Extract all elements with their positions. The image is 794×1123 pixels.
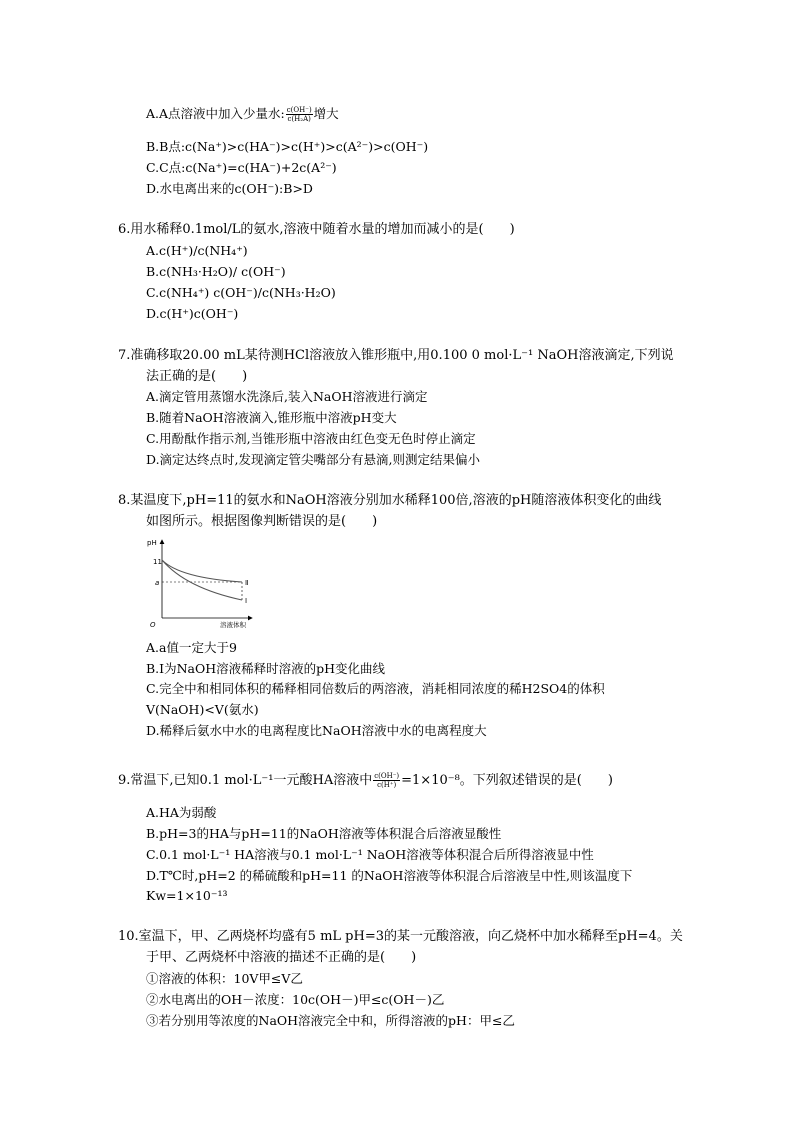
- q9-stem-fraction: [373, 772, 400, 789]
- q8-option-c-line1: C.完全中和相同体积的稀释相同倍数后的两溶液，消耗相同浓度的稀H2SO4的体积: [146, 681, 605, 696]
- q8-option-c-line2: V(NaOH)<V(氨水): [146, 702, 259, 717]
- fraction-numerator: c(OH⁻): [374, 772, 400, 780]
- q8-option-d: D.稀释后氨水中水的电离程度比NaOH溶液中水的电离程度大: [146, 723, 487, 738]
- q5-option-d: D.水电离出来的c(OH⁻):B>D: [146, 181, 313, 196]
- origin-label: O: [150, 621, 156, 628]
- curve-i-label: Ⅰ: [245, 597, 248, 605]
- q6-option-c: C.c(NH₄⁺) c(OH⁻)/c(NH₃·H₂O): [146, 285, 336, 300]
- q9-stem-suffix: =1×10⁻⁸。下列叙述错误的是( ): [401, 773, 613, 788]
- tick-11-label: 11: [153, 558, 162, 566]
- q8-option-b: B.Ⅰ为NaOH溶液稀释时溶液的pH变化曲线: [146, 661, 386, 676]
- q5-option-a-fraction: [286, 106, 313, 123]
- q7-option-b: B.随着NaOH溶液滴入,锥形瓶中溶液pH变大: [146, 410, 397, 425]
- q9-stem: [118, 772, 613, 789]
- q7-stem-line2: 法正确的是( ): [146, 369, 248, 384]
- q6-stem: 6.用水稀释0.1mol/L的氨水,溶液中随着水量的增加而减小的是( ): [118, 222, 515, 237]
- y-axis-label: pH: [147, 539, 157, 547]
- q5-option-b: B.B点:c(Na⁺)>c(HA⁻)>c(H⁺)>c(A²⁻)>c(OH⁻): [146, 139, 429, 154]
- q5-option-c: C.C点:c(Na⁺)=c(HA⁻)+2c(A²⁻): [146, 160, 337, 175]
- q9-stem-text: 9.常温下,已知0.1 mol·L⁻¹一元酸HA溶液中: [118, 773, 373, 788]
- q9-option-d-line1: D.T℃时,pH=2 的稀硫酸和pH=11 的NaOH溶液等体积混合后溶液呈中性,则该温度下: [146, 868, 633, 883]
- q7-option-c: C.用酚酞作指示剂,当锥形瓶中溶液由红色变无色时停止滴定: [146, 431, 476, 446]
- q9-option-c: C.0.1 mol·L⁻¹ HA溶液与0.1 mol·L⁻¹ NaOH溶液等体积混合后所得溶液显中性: [146, 847, 594, 862]
- q10-item-1: ①溶液的体积：10V甲≤V乙: [146, 971, 303, 986]
- fraction-denominator: c(H⁺): [377, 781, 397, 789]
- fraction-denominator: c(H₂A): [287, 115, 311, 123]
- q8-stem-line2: 如图所示。根据图像判断错误的是( ): [146, 514, 378, 529]
- q8-option-a: A.a值一定大于9: [146, 640, 237, 655]
- q8-ph-dilution-graph: [146, 536, 256, 628]
- q6-option-b: B.c(NH₃·H₂O)/ c(OH⁻): [146, 264, 286, 279]
- curve-ii-label: Ⅱ: [245, 579, 249, 587]
- q9-option-b: B.pH=3的HA与pH=11的NaOH溶液等体积混合后溶液显酸性: [146, 826, 502, 841]
- q9-option-a: A.HA为弱酸: [146, 805, 217, 820]
- q7-option-a: A.滴定管用蒸馏水洗涤后,装入NaOH溶液进行滴定: [146, 389, 428, 404]
- q6-option-a: A.c(H⁺)/c(NH₄⁺): [146, 243, 248, 258]
- q5-option-a-suffix: 增大: [313, 106, 339, 121]
- q6-option-d: D.c(H⁺)c(OH⁻): [146, 306, 239, 321]
- x-axis-label: 溶液体积: [220, 621, 246, 628]
- q8-stem-line1: 8.某温度下,pH=11的氨水和NaOH溶液分别加水稀释100倍,溶液的pH随溶液体积变化的曲线: [118, 493, 662, 508]
- q5-option-a: [146, 106, 339, 123]
- q5-option-a-text: A.A点溶液中加入少量水:: [146, 106, 285, 121]
- q7-option-d: D.滴定达终点时,发现滴定管尖嘴部分有悬滴,则测定结果偏小: [146, 452, 480, 467]
- q10-stem-line2: 于甲、乙两烧杯中溶液的描述不正确的是( ): [146, 950, 417, 965]
- tick-a-label: a: [155, 579, 160, 587]
- q10-item-2: ②水电离出的OH－浓度：10c(OH－)甲≤c(OH－)乙: [146, 992, 445, 1007]
- q9-option-d-line2: Kw=1×10⁻¹³: [146, 888, 228, 903]
- q10-item-3: ③若分别用等浓度的NaOH溶液完全中和，所得溶液的pH：甲≤乙: [146, 1013, 515, 1028]
- q7-stem-line1: 7.准确移取20.00 mL某待测HCl溶液放入锥形瓶中,用0.100 0 mol·L⁻¹ NaOH溶液滴定,下列说: [118, 348, 674, 363]
- fraction-numerator: c(OH⁻): [286, 106, 312, 114]
- q10-stem-line1: 10.室温下，甲、乙两烧杯均盛有5 mL pH=3的某一元酸溶液，向乙烧杯中加水稀释至pH=4。关: [118, 929, 683, 944]
- curve-i: [162, 560, 242, 600]
